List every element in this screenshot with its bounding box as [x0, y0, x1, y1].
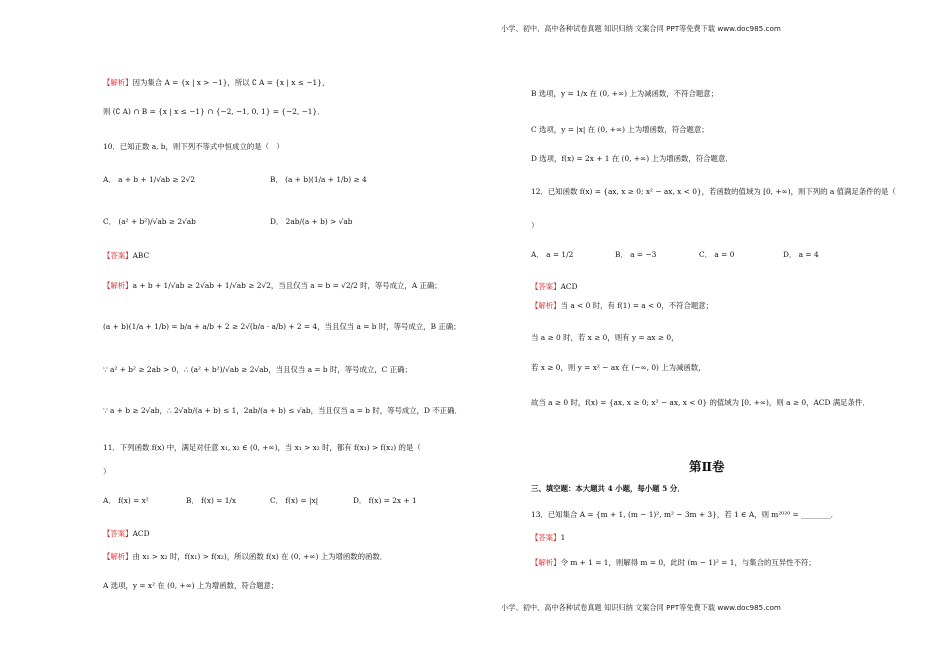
- q10-option-d: D． 2ab/(a + b) > √ab: [270, 217, 353, 226]
- q12-option-d: D． a = 4: [783, 250, 819, 259]
- q11-analysis-b: B 选项，y = 1/x 在 (0, +∞) 上为减函数，不符合题意；: [531, 89, 719, 98]
- solution-10-a: 【解析】a + b + 1/√ab ≥ 2√ab + 1/√ab ≥ 2√2，当且仅当 a = b = √2/2 时，等号成立，A 正确；: [103, 281, 442, 290]
- question-12-close: ）: [531, 221, 539, 230]
- q11-analysis-c: C 选项，y = |x| 在 (0, +∞) 上为增函数，符合题意；: [531, 125, 709, 134]
- solution-12-4: 故当 a ≥ 0 时，f(x) = {ax, x ≥ 0; x² − ax, x < 0} 的值域为 [0, +∞)，则 a ≥ 0，ACD 满足条件．: [531, 398, 870, 407]
- left-analysis-line1: 【解析】因为集合 A = {x | x > −1}，所以 ∁ A = {x | x ≤ −1}，: [103, 78, 330, 87]
- solution-10-c: ∵ a² + b² ≥ 2ab > 0，∴ (a² + b²)/√ab ≥ 2√ab，当且仅当 a = b 时，等号成立，C 正确；: [103, 365, 412, 374]
- answer-13: 【答案】1: [531, 533, 566, 542]
- question-10: 10．已知正数 a, b，则下列不等式中恒成立的是（ ）: [103, 142, 284, 151]
- question-13: 13．已知集合 A = {m + 1, (m − 1)², m² − 3m + 3}，若 1 ∈ A，则 m²⁰²⁰ = ________．: [531, 510, 839, 519]
- q10-option-a: A． a + b + 1/√ab ≥ 2√2: [103, 175, 196, 184]
- q11-option-c: C． f(x) = |x|: [270, 496, 319, 505]
- question-11: 11．下列函数 f(x) 中，满足对任意 x₁, x₂ ∈ (0, +∞)，当 x₁ > x₂ 时，都有 f(x₁) > f(x₂) 的是（: [103, 443, 421, 452]
- q11-option-a: A． f(x) = x²: [103, 496, 149, 505]
- solution-12-3: 若 x ≥ 0，则 y = x² − ax 在 (−∞, 0) 上为减函数，: [531, 363, 706, 372]
- solution-11: 【解析】由 x₁ > x₂ 时，f(x₁) > f(x₂)，所以函数 f(x) 在 (0, +∞) 上为增函数的函数．: [103, 552, 388, 561]
- q12-option-b: B． a = −3: [615, 250, 657, 259]
- solution-10-d: ∵ a + b ≥ 2√ab，∴ 2√ab/(a + b) ≤ 1，2ab/(a + b) ≤ √ab，当且仅当 a = b 时，等号成立，D 不正确．: [103, 406, 462, 415]
- page-header: 小学、初中、高中各种试卷真题 知识归纳 文案合同 PPT等免费下载 www.doc985.com: [501, 24, 781, 33]
- answer-10: 【答案】ABC: [103, 251, 150, 260]
- solution-10-b: (a + b)(1/a + 1/b) = b/a + a/b + 2 ≥ 2√(b/a · a/b) + 2 = 4，当且仅当 a = b 时，等号成立，B 正确；: [103, 322, 461, 331]
- solution-12-2: 当 a ≥ 0 时，若 x ≥ 0，则有 y = ax ≥ 0，: [531, 333, 679, 342]
- question-11-close: ）: [103, 467, 111, 476]
- question-12: 12．已知函数 f(x) = {ax, x ≥ 0; x² − ax, x < 0}，若函数的值域为 [0, +∞)，则下列的 a 值满足条件的是（: [531, 187, 896, 196]
- section-3-heading: 三、填空题：本大题共 4 小题，每小题 5 分．: [531, 484, 685, 493]
- q12-option-c: C． a = 0: [699, 250, 735, 259]
- q10-option-b: B． (a + b)(1/a + 1/b) ≥ 4: [270, 175, 367, 184]
- q10-option-c: C． (a² + b²)/√ab ≥ 2√ab: [103, 217, 196, 226]
- part-two-title: 第Ⅱ卷: [689, 459, 725, 474]
- left-analysis-line2: 则 (∁ A) ∩ B = {x | x ≤ −1} ∩ {−2, −1, 0, 1} = {−2, −1}．: [103, 107, 325, 116]
- page-footer: 小学、初中、高中各种试卷真题 知识归纳 文案合同 PPT等免费下载 www.doc985.com: [501, 603, 781, 612]
- solution-12-1: 【解析】当 a < 0 时，有 f(1) = a < 0，不符合题意；: [531, 301, 714, 310]
- q12-option-a: A． a = 1/2: [531, 250, 574, 259]
- analysis-tag: 【解析】: [103, 78, 133, 87]
- solution-13: 【解析】令 m + 1 = 1，则解得 m = 0，此时 (m − 1)² = 1，与集合的互异性不符；: [531, 558, 816, 567]
- q11-option-b: B． f(x) = 1/x: [186, 496, 237, 505]
- q11-option-d: D． f(x) = 2x + 1: [353, 496, 417, 505]
- answer-11: 【答案】ACD: [103, 529, 150, 538]
- answer-12: 【答案】ACD: [531, 282, 578, 291]
- q11-analysis-d: D 选项，f(x) = 2x + 1 在 (0, +∞) 上为增函数，符合题意．: [531, 154, 733, 163]
- solution-11-a: A 选项，y = x² 在 (0, +∞) 上为增函数，符合题意；: [103, 581, 279, 590]
